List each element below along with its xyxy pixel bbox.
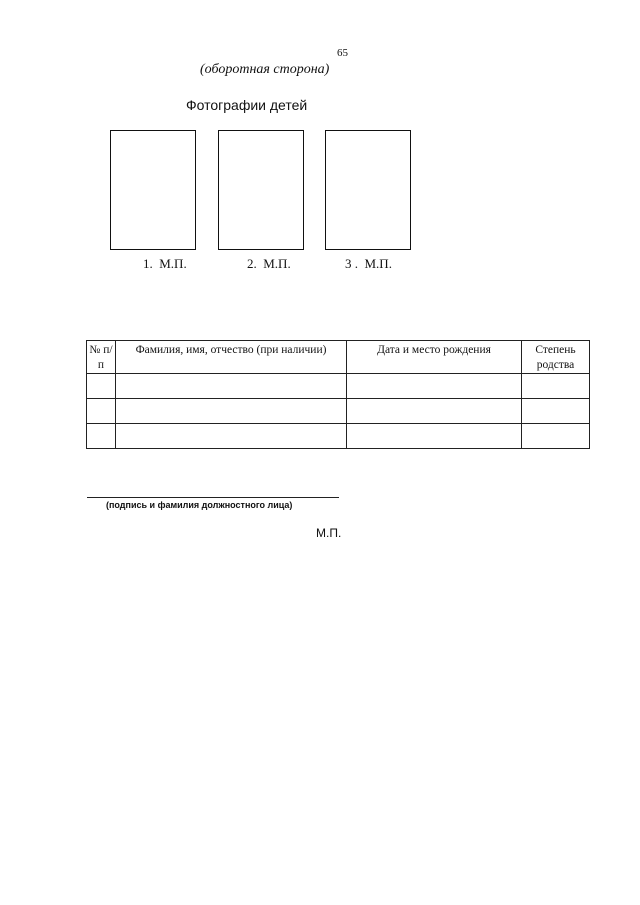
photo-frame-3: [325, 130, 411, 250]
table-cell[interactable]: [87, 399, 116, 424]
table-cell[interactable]: [347, 424, 522, 449]
table-row: [87, 374, 590, 399]
photo-caption-1: 1. М.П.: [143, 256, 187, 271]
col-header-full-name: Фамилия, имя, отчество (при наличии): [116, 341, 347, 374]
table-row: [87, 424, 590, 449]
table-cell[interactable]: [522, 424, 590, 449]
col-header-birth-date-place: Дата и место рождения: [347, 341, 522, 374]
table-cell[interactable]: [87, 374, 116, 399]
photo-caption-3: 3 . М.П.: [345, 256, 392, 271]
photos-heading: Фотографии детей: [186, 97, 308, 113]
children-table: [86, 340, 590, 449]
document-subtitle: (оборотная сторона): [200, 62, 330, 77]
table-cell[interactable]: [347, 374, 522, 399]
col-header-relationship: Степень родства: [522, 341, 590, 374]
photo-frame-1: [110, 130, 196, 250]
table-cell[interactable]: [116, 374, 347, 399]
col-header-number: № п/п: [87, 341, 116, 374]
photo-frame-2: [218, 130, 304, 250]
table-cell[interactable]: [116, 399, 347, 424]
table-cell[interactable]: [116, 424, 347, 449]
table-cell[interactable]: [87, 424, 116, 449]
page-number: 65: [337, 47, 348, 59]
table-cell[interactable]: [522, 399, 590, 424]
signature-line: [87, 497, 339, 498]
stamp-label: М.П.: [316, 526, 342, 540]
photo-caption-2: 2. М.П.: [247, 256, 291, 271]
table-cell[interactable]: [347, 399, 522, 424]
table-row: [87, 399, 590, 424]
signature-caption: (подпись и фамилия должностного лица): [106, 500, 293, 510]
table-cell[interactable]: [522, 374, 590, 399]
table-header-row: [87, 341, 590, 374]
